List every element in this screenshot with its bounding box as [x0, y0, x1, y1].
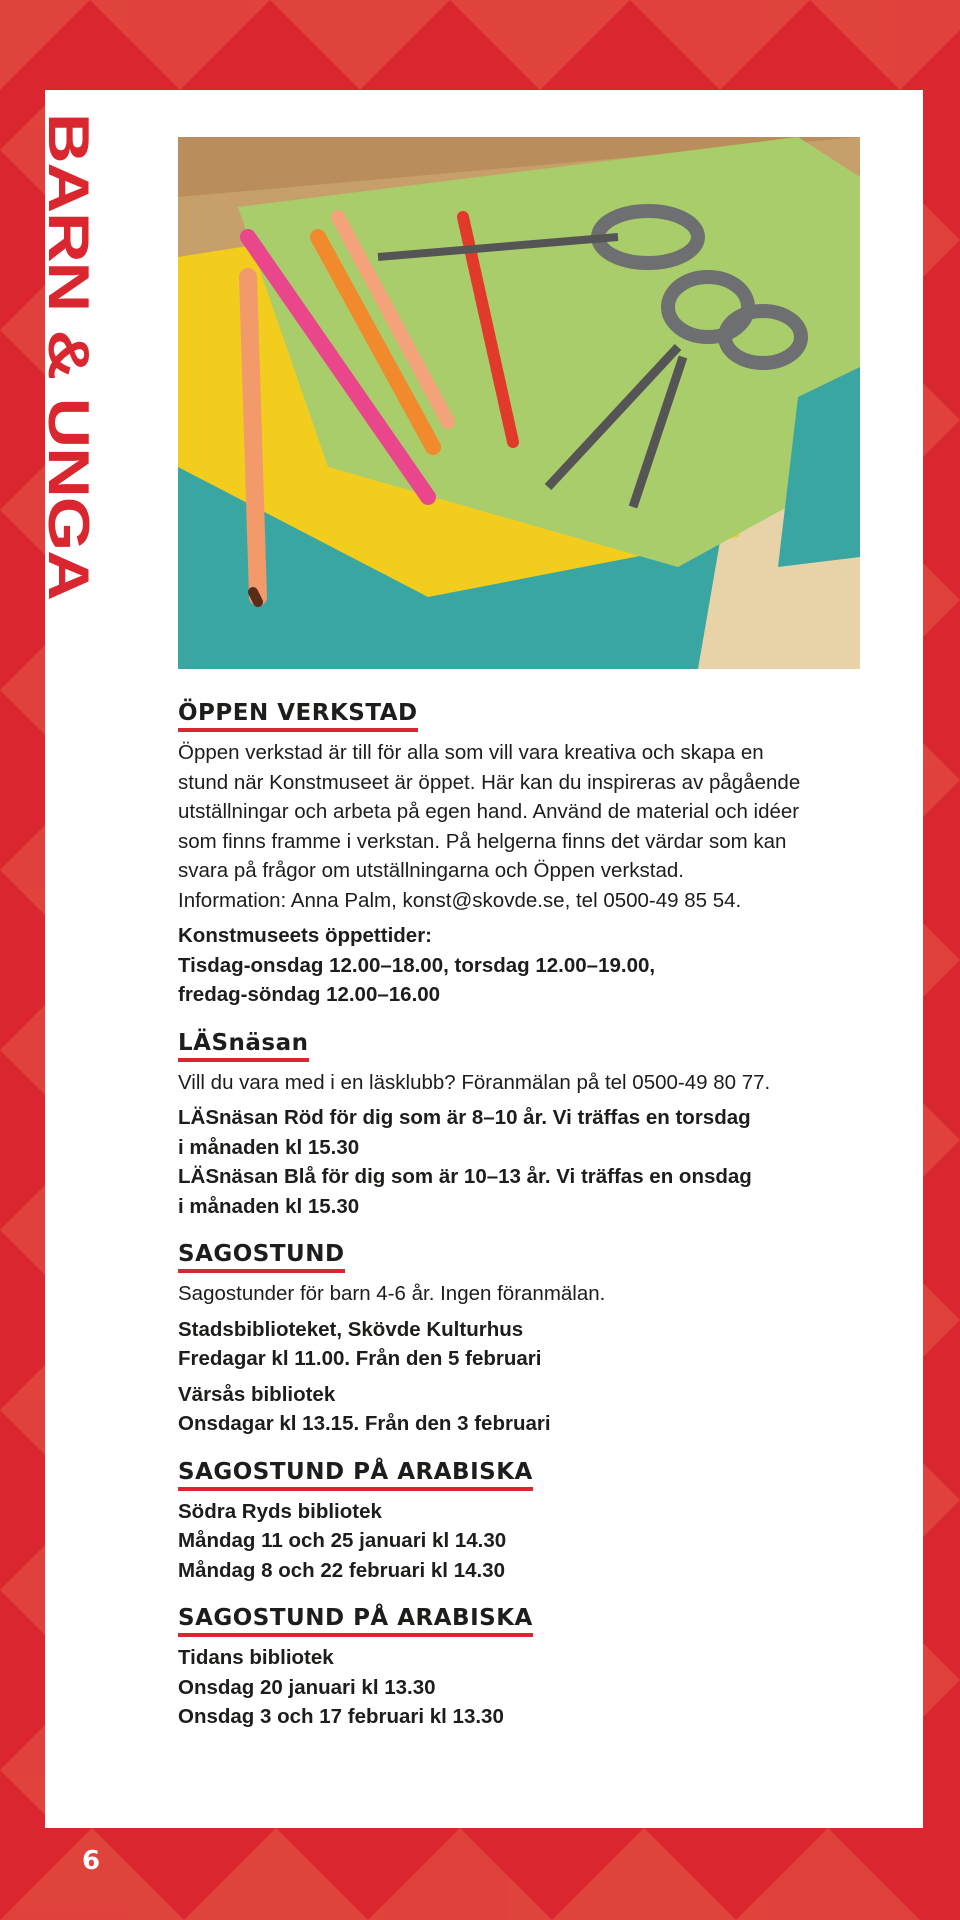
- bold-line: Tisdag-onsdag 12.00–18.00, torsdag 12.00–19.00,: [178, 953, 656, 977]
- section-text: [178, 1068, 878, 1098]
- section-sagostund-arabiska-2: [178, 1605, 878, 1732]
- section-sagostund-arabiska-1: [178, 1459, 878, 1586]
- club-details: [178, 1103, 878, 1221]
- text-line: svara på frågor om utställningarna och Öppen verkstad.: [178, 859, 684, 882]
- bold-line: LÄSnäsan Röd för dig som är 8–10 år. Vi träffas en torsdag: [178, 1106, 751, 1129]
- text-line: utställningar och arbeta på egen hand. Använd de material och idéer: [178, 800, 800, 823]
- event-details: [178, 1643, 878, 1732]
- section-heading: LÄSnäsan: [178, 1030, 309, 1062]
- main-content: [178, 700, 878, 1752]
- section-oppen-verkstad: [178, 700, 878, 1010]
- bold-line: Onsdagar kl 13.15. Från den 3 februari: [178, 1412, 551, 1435]
- bold-line: LÄSnäsan Blå för dig som är 10–13 år. Vi träffas en onsdag: [178, 1165, 752, 1188]
- section-lasnasan: [178, 1030, 878, 1222]
- bold-line: Måndag 11 och 25 januari kl 14.30: [178, 1529, 507, 1552]
- section-heading: ÖPPEN VERKSTAD: [178, 700, 418, 732]
- bold-line: i månaden kl 15.30: [178, 1135, 360, 1159]
- bold-line: Fredagar kl 11.00. Från den 5 februari: [178, 1347, 542, 1370]
- craft-photo: [178, 137, 860, 669]
- section-text: [178, 738, 878, 915]
- bold-line: Onsdag 20 januari kl 13.30: [178, 1675, 436, 1699]
- text-line: Information: Anna Palm, konst@skovde.se, tel 0500-49 85 54.: [178, 888, 742, 912]
- bold-line: Onsdag 3 och 17 februari kl 13.30: [178, 1705, 504, 1728]
- text-line: Sagostunder för barn 4-6 år. Ingen föranmälan.: [178, 1282, 606, 1305]
- bold-line: Tidans bibliotek: [178, 1646, 334, 1669]
- bold-line: i månaden kl 15.30: [178, 1194, 360, 1218]
- text-line: Öppen verkstad är till för alla som vill vara kreativa och skapa en: [178, 741, 764, 764]
- section-title-vertical: BARN & UNGA: [36, 113, 101, 600]
- event-details: [178, 1315, 878, 1374]
- bold-line: Stadsbiblioteket, Skövde Kulturhus: [178, 1317, 524, 1341]
- bold-line: Värsås bibliotek: [178, 1382, 336, 1406]
- page-number: 6: [82, 1846, 101, 1876]
- section-text: [178, 1279, 878, 1309]
- section-heading: SAGOSTUND: [178, 1241, 345, 1273]
- bold-line: Måndag 8 och 22 februari kl 14.30: [178, 1558, 505, 1582]
- bold-line: fredag-söndag 12.00–16.00: [178, 983, 441, 1006]
- bold-line: Södra Ryds bibliotek: [178, 1499, 382, 1523]
- text-line: stund när Konstmuseet är öppet. Här kan du inspireras av pågående: [178, 770, 801, 794]
- text-line: som finns framme i verkstan. På helgerna finns det värdar som kan: [178, 829, 787, 853]
- opening-hours: [178, 921, 878, 1010]
- section-sagostund: [178, 1241, 878, 1439]
- section-heading: SAGOSTUND PÅ ARABISKA: [178, 1605, 533, 1637]
- bold-line: Konstmuseets öppettider:: [178, 924, 432, 947]
- section-heading: SAGOSTUND PÅ ARABISKA: [178, 1459, 533, 1491]
- event-details: [178, 1497, 878, 1586]
- text-line: Vill du vara med i en läsklubb? Föranmälan på tel 0500-49 80 77.: [178, 1070, 771, 1094]
- event-details: [178, 1380, 878, 1439]
